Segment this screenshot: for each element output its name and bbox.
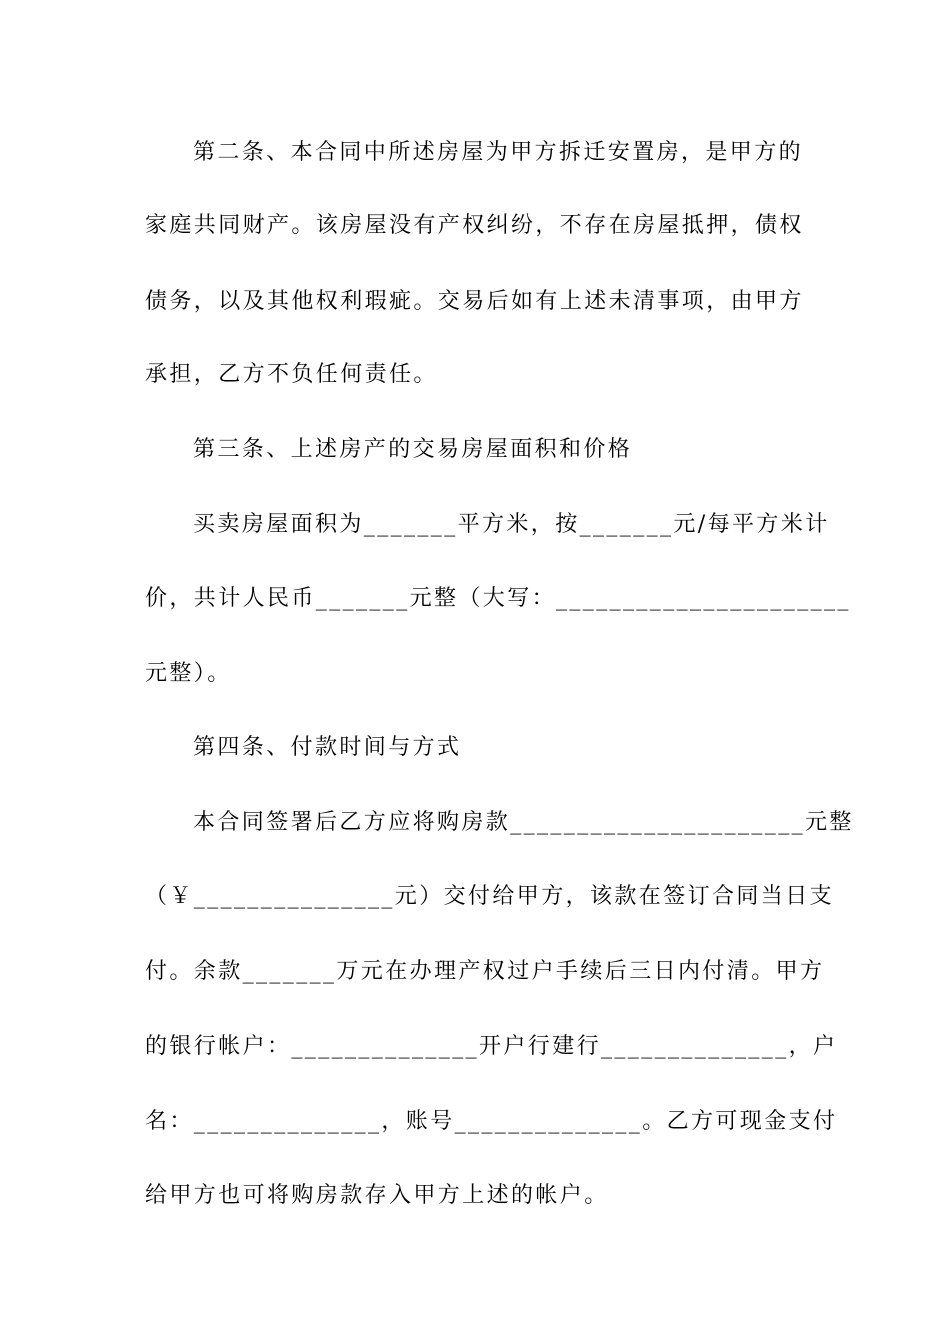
clause-2-line-1: 第二条、本合同中所述房屋为甲方拆迁安置房，是甲方的 <box>193 140 804 165</box>
clause-4-line-5: 名：______________，账号______________。乙方可现金支付 <box>145 1109 838 1134</box>
clause-4-line-1: 本合同签署后乙方应将购房款______________________元整 <box>193 810 854 835</box>
clause-2-line-4: 承担，乙方不负任何责任。 <box>145 362 438 387</box>
clause-4-heading: 第四条、付款时间与方式 <box>193 735 462 760</box>
clause-4-line-3: 付。余款_______万元在办理产权过户手续后三日内付清。甲方 <box>145 959 825 984</box>
clause-3-line-1: 买卖房屋面积为_______平方米，按_______元/每平方米计 <box>193 512 830 537</box>
clause-3-line-2: 价，共计人民币_______元整（大写：______________________ <box>145 586 851 611</box>
clause-4-line-4: 的银行帐户：______________开户行建行______________，户 <box>145 1034 838 1059</box>
clause-3-heading: 第三条、上述房产的交易房屋面积和价格 <box>193 437 633 462</box>
clause-4-line-2: （￥_______________元）交付给甲方，该款在签订合同当日支 <box>145 884 835 909</box>
clause-2-line-2: 家庭共同财产。该房屋没有产权纠纷，不存在房屋抵押，债权 <box>145 213 804 238</box>
clause-3-line-3: 元整）。 <box>145 661 232 686</box>
clause-2-line-3: 债务，以及其他权利瑕疵。交易后如有上述未清事项，由甲方 <box>145 289 804 314</box>
clause-4-line-6: 给甲方也可将购房款存入甲方上述的帐户。 <box>145 1183 609 1208</box>
